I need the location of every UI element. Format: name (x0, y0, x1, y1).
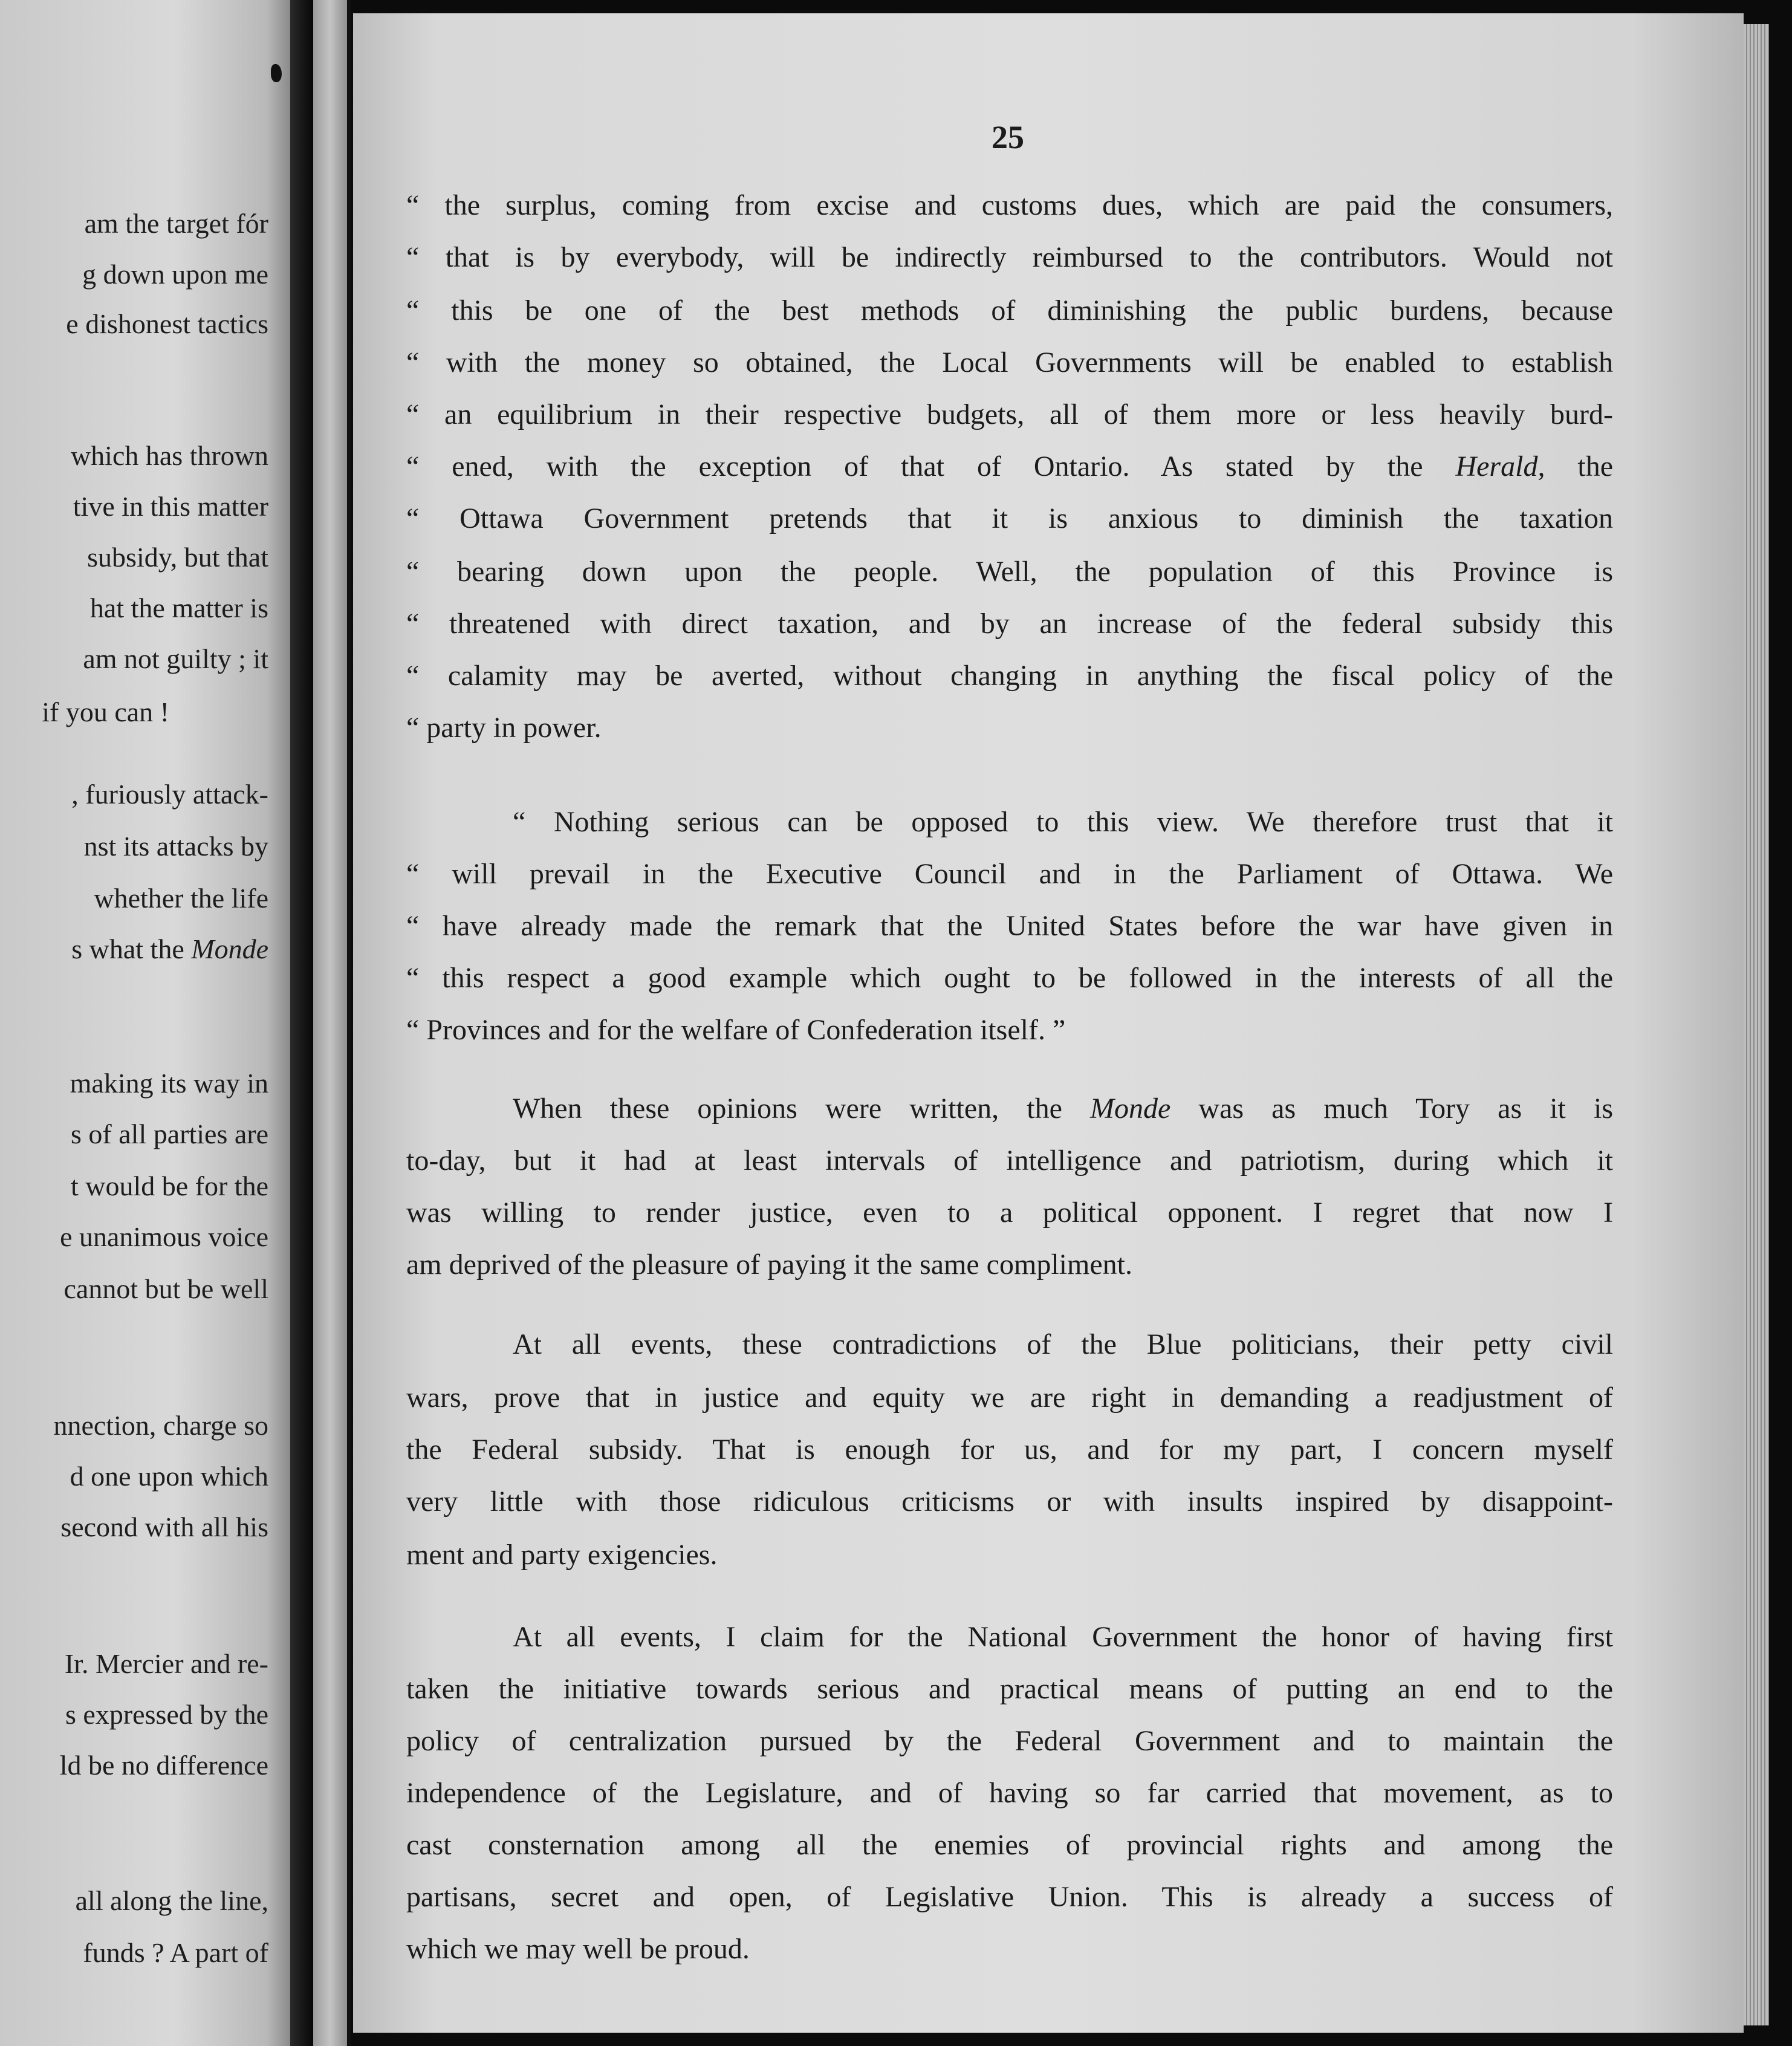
left-page (0, 0, 290, 2046)
text-line: At all events, these contradictions of the Blue politicians, their petty civil (513, 1328, 1613, 1360)
left-line: whether the life (94, 883, 268, 914)
text-line: “ the surplus, coming from excise and customs dues, which are paid the consumers, (406, 189, 1613, 221)
text-line: which we may well be proud. (406, 1933, 750, 1965)
left-line: all along the line, (75, 1885, 268, 1916)
text-line: “ party in power. (406, 712, 602, 744)
text-line: wars, prove that in justice and equity we are right in demanding a readjustment of (406, 1382, 1613, 1414)
left-line: am not guilty ; it (83, 643, 268, 674)
text-line: policy of centralization pursued by the Federal Government and to maintain the (406, 1725, 1613, 1757)
text-line: “ bearing down upon the people. Well, the population of this Province is (406, 556, 1613, 588)
text-segment: “ ened, with the exception of that of Ontario. As stated by the (406, 450, 1423, 482)
left-line: making its way in (70, 1068, 268, 1099)
text-line: taken the initiative towards serious and practical means of putting an end to the (406, 1673, 1613, 1705)
ink-mark (271, 64, 282, 82)
text-line: cast consternation among all the enemies of provincial rights and among the (406, 1829, 1613, 1861)
text-line: was willing to render justice, even to a political opponent. I regret that now I (406, 1197, 1613, 1229)
text-line (406, 447, 1613, 486)
newspaper-name: Monde (1090, 1093, 1171, 1125)
text-line: “ have already made the remark that the United States before the war have given in (406, 910, 1613, 942)
left-line: tive in this matter (73, 491, 268, 522)
text-line: “ will prevail in the Executive Council and in the Parliament of Ottawa. We (406, 858, 1613, 890)
left-line: e unanimous voice (60, 1221, 268, 1252)
newspaper-name: Herald, (1455, 450, 1545, 482)
text-line: “ Provinces and for the welfare of Confederation itself. ” (406, 1014, 1066, 1046)
left-line: , furiously attack- (71, 779, 268, 810)
text-line: am deprived of the pleasure of paying it the same compliment. (406, 1249, 1132, 1281)
left-line: s of all parties are (71, 1119, 268, 1149)
text-line: ment and party exigencies. (406, 1539, 718, 1571)
left-line: second with all his (60, 1512, 268, 1542)
left-line: e dishonest tactics (66, 308, 268, 339)
text-line: the Federal subsidy. That is enough for us, and for my part, I concern myself (406, 1434, 1613, 1466)
left-line: subsidy, but that (87, 542, 268, 573)
left-line: nnection, charge so (53, 1410, 268, 1441)
text-segment: the (1577, 450, 1614, 482)
left-line: nst its attacks by (83, 831, 268, 862)
text-line: “ threatened with direct taxation, and by an increase of the federal subsidy this (406, 608, 1613, 640)
text-segment: was as much Tory as it is (1198, 1093, 1613, 1125)
text-line: “ calamity may be averted, without changing in anything the fiscal policy of the (406, 660, 1613, 692)
page-edges (1744, 24, 1769, 2025)
left-line: g down upon me (82, 259, 268, 290)
text-line: partisans, secret and open, of Legislative Union. This is already a success of (406, 1881, 1613, 1913)
left-line: am the target fór (84, 208, 268, 239)
newspaper-name: Monde (191, 934, 268, 964)
text-line: “ this be one of the best methods of diminishing the public burdens, because (406, 294, 1613, 326)
left-line: d one upon which (70, 1461, 268, 1492)
left-line: s expressed by the (65, 1699, 268, 1730)
left-line: t would be for the (70, 1171, 268, 1201)
left-line: which has thrown (70, 440, 268, 471)
text-line: At all events, I claim for the National Government the honor of having first (513, 1621, 1613, 1653)
left-line: Ir. Mercier and re- (64, 1648, 268, 1679)
left-line: funds ? A part of (83, 1937, 268, 1968)
text-line: “ that is by everybody, will be indirectly reimbursed to the contributors. Would not (406, 241, 1613, 273)
book-gutter (313, 0, 347, 2046)
left-line: if you can ! (42, 697, 169, 727)
text-line: very little with those ridiculous criticisms or with insults inspired by disappoint- (406, 1486, 1613, 1518)
page-number: 25 (992, 119, 1024, 155)
left-line: s what the Monde (71, 934, 268, 964)
left-line: ld be no difference (59, 1750, 268, 1781)
text-line: “ Ottawa Government pretends that it is anxious to diminish the taxation (406, 502, 1613, 534)
text-line: “ with the money so obtained, the Local Governments will be enabled to establish (406, 346, 1613, 378)
left-line: cannot but be well (63, 1273, 268, 1304)
left-line: hat the matter is (89, 593, 268, 623)
text-line (513, 1090, 1613, 1128)
text-line: “ Nothing serious can be opposed to this view. We therefore trust that it (513, 806, 1613, 838)
text-line: “ this respect a good example which ought to be followed in the interests of all the (406, 962, 1613, 994)
text-line: independence of the Legislature, and of having so far carried that movement, as to (406, 1777, 1613, 1809)
text-line: to-day, but it had at least intervals of intelligence and patriotism, during which it (406, 1145, 1613, 1177)
text-segment: When these opinions were written, the (513, 1093, 1062, 1125)
text-line: “ an equilibrium in their respective budgets, all of them more or less heavily burd- (406, 398, 1613, 430)
